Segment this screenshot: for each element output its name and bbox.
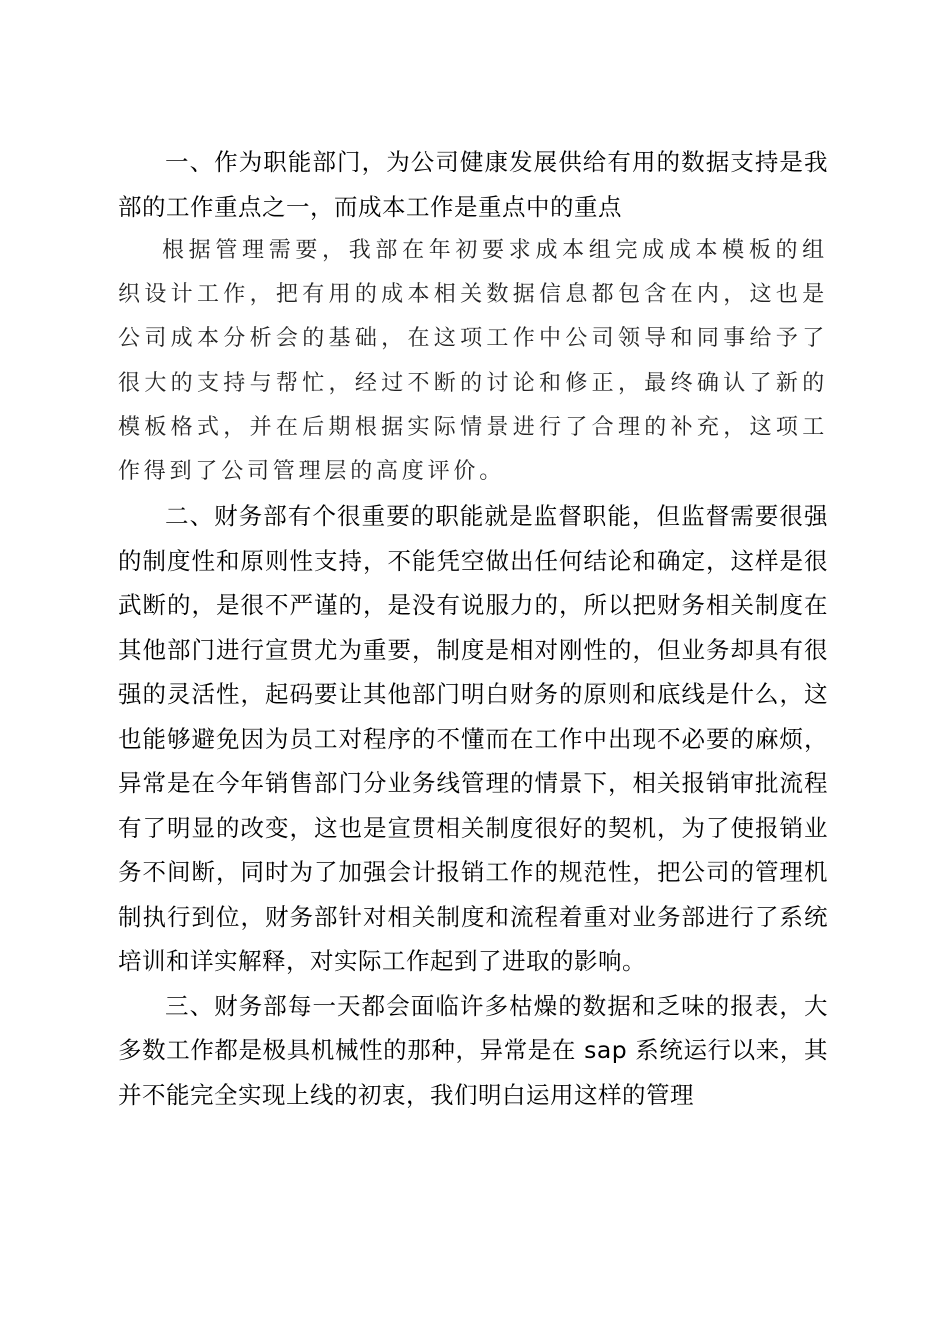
section-1-body: 根据管理需要，我部在年初要求成本组完成成本模板的组织设计工作，把有用的成本相关数据信息都包含在内，这也是公司成本分析会的基础，在这项工作中公司领导和同事给予了很大的支持与帮忙，经过不断的讨论和修正，最终确认了新的模板格式，并在后期根据实际情景进行了合理的补充，这项工作得到了公司管理层的高度评价。	[118, 238, 828, 485]
section-2-paragraph: 二、财务部有个很重要的职能就是监督职能，但监督需要很强的制度性和原则性支持，不能凭空做出任何结论和确定，这样是很武断的，是很不严谨的，是没有说服力的，所以把财务相关制度在其他部门进行宣贯尤为重要，制度是相对刚性的，但业务却具有很强的灵活性，起码要让其他部门明白财务的原则和底线是什么，这也能够避免因为员工对程序的不懂而在工作中出现不必要的麻烦，异常是在今年销售部门分业务线管理的情景下，相关报销审批流程有了明显的改变，这也是宣贯相关制度很好的契机，为了使报销业务不间断，同时为了加强会计报销工作的规范性，把公司的管理机制执行到位，财务部针对相关制度和流程着重对业务部进行了系统培训和详实解释，对实际工作起到了进取的影响。	[118, 502, 828, 976]
document-page	[118, 140, 828, 1117]
section-3-paragraph: 三、财务部每一天都会面临许多枯燥的数据和乏味的报表，大多数工作都是极具机械性的那种，异常是在 sap 系统运行以来，其并不能完全实现上线的初衷，我们明白运用这样的管理	[118, 991, 828, 1109]
section-1-heading: 一、作为职能部门，为公司健康发展供给有用的数据支持是我部的工作重点之一，而成本工作是重点中的重点	[118, 148, 828, 221]
